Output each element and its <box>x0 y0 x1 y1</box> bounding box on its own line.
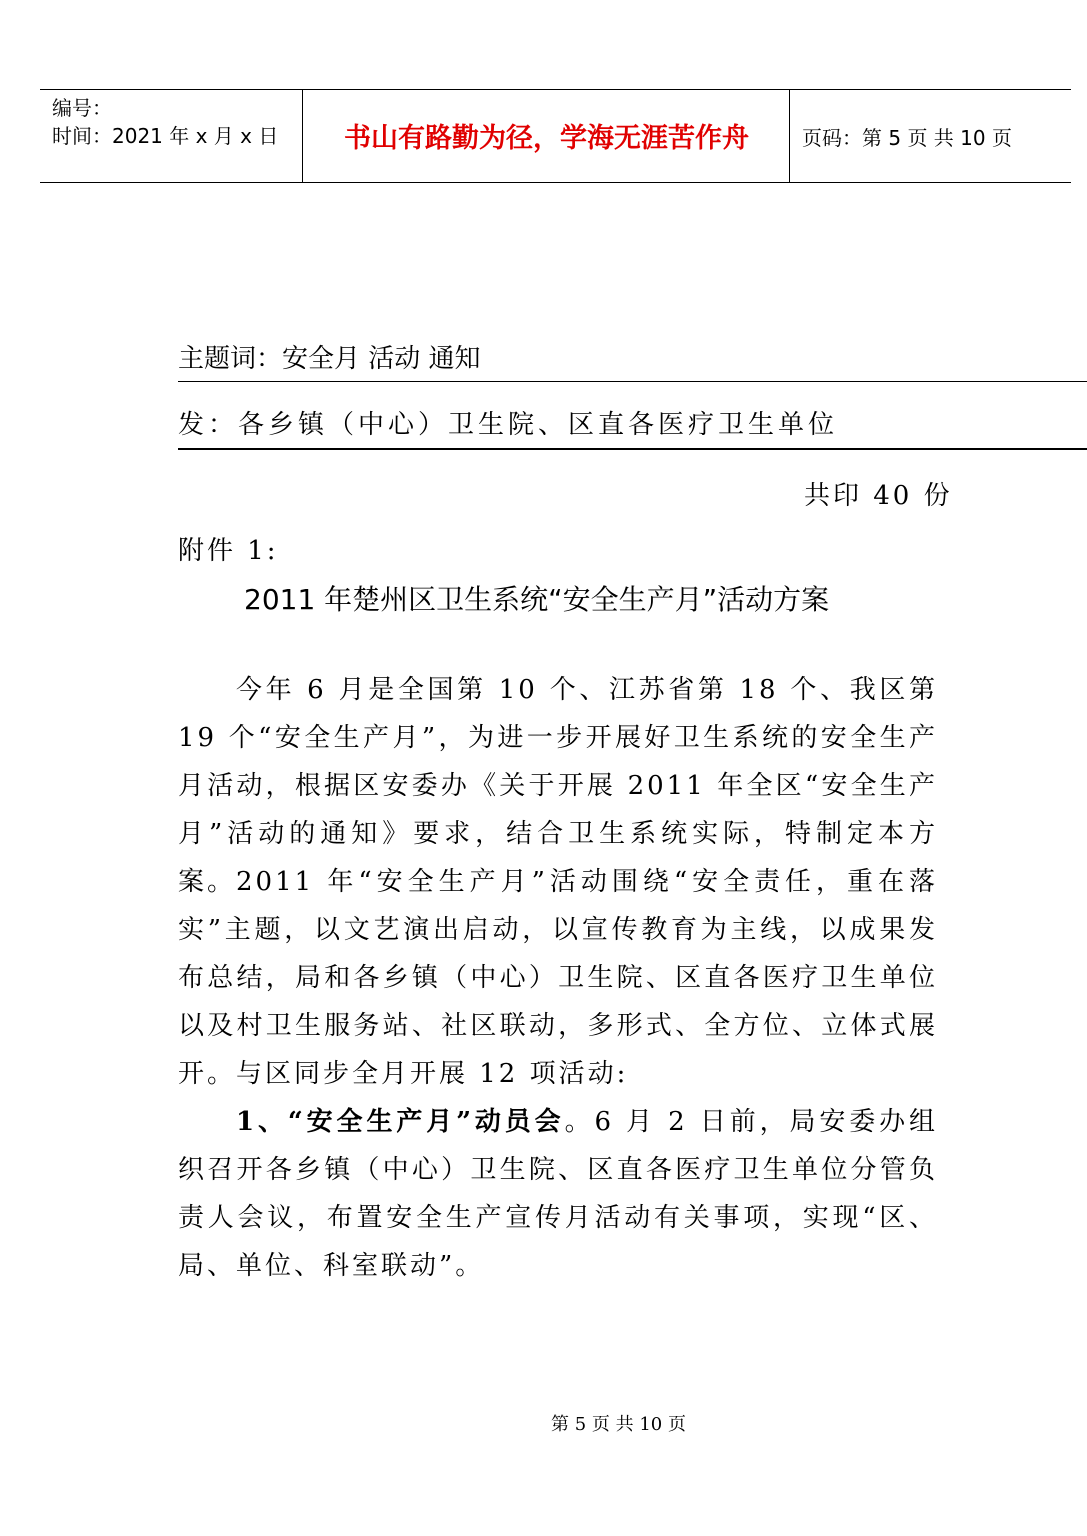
header-divider-left <box>302 89 303 182</box>
document-title: 2011 年楚州区卫生系统“安全生产月”活动方案 <box>244 583 830 616</box>
paragraph-item-1 <box>178 1098 938 1290</box>
paragraph-theme: 2011 年“安全生产月”活动围绕“安全责任，重在落实”主题，以文艺演出启动，以宣传教育为主线，以成果发布总结，局和各乡镇（中心）卫生院、区直各医疗卫生单位以及村卫生服务站、社区联动，多形式、全方位、立体式展开。 <box>178 867 938 1089</box>
item-1-heading: 1、“安全生产月”动员会 <box>236 1107 565 1137</box>
keywords-rule <box>178 381 1087 382</box>
print-count: 共印 40 份 <box>804 481 953 511</box>
page-footer: 第 5 页 共 10 页 <box>551 1414 686 1435</box>
header-page-number: 页码：第 5 页 共 10 页 <box>802 126 1012 150</box>
header-number: 编号： <box>52 96 112 120</box>
paragraph-activities: 与区同步全月开展 12 项活动: <box>236 1059 629 1089</box>
header-divider-right <box>789 89 790 182</box>
distribution-rule <box>178 448 1087 450</box>
header-motto: 书山有路勤为径，学海无涯苦作舟 <box>344 123 749 154</box>
header-time: 时间：2021 年 x 月 x 日 <box>52 124 279 148</box>
attachment-label: 附件 1: <box>178 536 279 566</box>
header-bottom-rule <box>40 182 1071 183</box>
item-1-body: 。6 月 2 日前，局安委办组织召开各乡镇（中心）卫生院、区直各医疗卫生单位分管负责人会议，布置安全生产宣传月活动有关事项，实现“区、局、单位、科室联动”。 <box>178 1107 938 1281</box>
subject-keywords: 主题词：安全月 活动 通知 <box>178 344 481 374</box>
distribution-list: 发：各乡镇（中心）卫生院、区直各医疗卫生单位 <box>178 410 839 440</box>
header-top-rule <box>40 89 1071 90</box>
header-meta <box>52 94 278 150</box>
paragraph-intro: 今年 6 月是全国第 10 个、江苏省第 18 个、我区第 19 个“安全生产月”，为进一步开展好卫生系统的安全生产月活动，根据区安委办《关于开展 2011 年全区“安全生产月”活动的通知》要求，结合卫生系统实际，特制定本方案。 <box>178 675 938 897</box>
